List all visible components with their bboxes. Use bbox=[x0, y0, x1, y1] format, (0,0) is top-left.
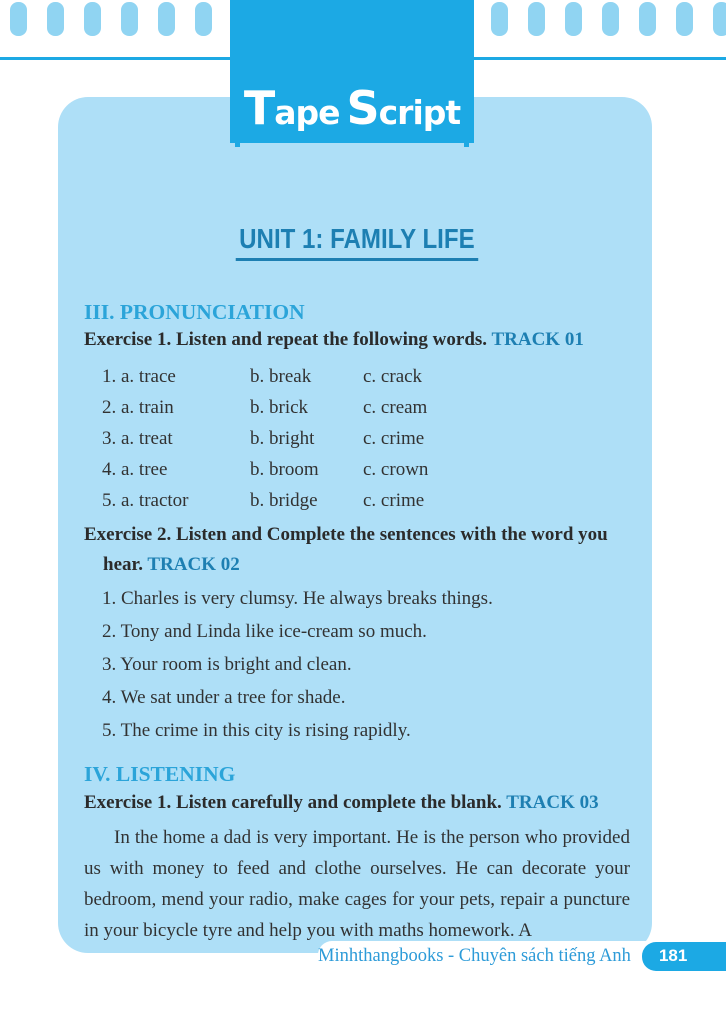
sprocket-hole bbox=[676, 2, 693, 36]
exercise2-sentence-list bbox=[102, 582, 630, 747]
sentence-item: 2. Tony and Linda like ice-cream so much. bbox=[102, 621, 427, 642]
word-cell: 2. a. train bbox=[102, 397, 174, 418]
sprocket-hole bbox=[47, 2, 64, 36]
section-heading-listening: IV. LISTENING bbox=[84, 762, 236, 786]
pronunciation-exercise2-label bbox=[84, 520, 630, 580]
word-cell: c. cream bbox=[363, 397, 428, 418]
sprocket-hole bbox=[639, 2, 656, 36]
word-cell: c. crack bbox=[363, 366, 423, 387]
sprocket-hole bbox=[565, 2, 582, 36]
track-02-label: TRACK 02 bbox=[147, 554, 240, 575]
sprocket-hole bbox=[84, 2, 101, 36]
track-03-label: TRACK 03 bbox=[506, 792, 599, 813]
sentence-item: 4. We sat under a tree for shade. bbox=[102, 687, 346, 708]
sentence-item: 5. The crime in this city is rising rapidly. bbox=[102, 720, 411, 741]
sprocket-hole bbox=[491, 2, 508, 36]
word-cell: c. crown bbox=[363, 459, 429, 480]
listening-exercise1-instruction: Exercise 1. Listen carefully and complete the blank. bbox=[84, 792, 502, 813]
pronunciation-exercise1-label bbox=[84, 327, 630, 353]
word-cell: b. broom bbox=[250, 459, 319, 480]
sprocket-hole bbox=[10, 2, 27, 36]
word-cell: c. crime bbox=[363, 428, 425, 449]
page-number: 181 bbox=[658, 946, 688, 965]
sprocket-hole bbox=[195, 2, 212, 36]
word-cell: b. brick bbox=[250, 397, 309, 418]
unit-title-text: UNIT 1: FAMILY LIFE bbox=[236, 223, 478, 261]
sprocket-hole bbox=[528, 2, 545, 36]
word-cell: 5. a. tractor bbox=[102, 490, 189, 511]
tape-script-badge bbox=[230, 0, 474, 143]
word-cell: c. crime bbox=[363, 490, 425, 511]
word-cell: b. bright bbox=[250, 428, 315, 449]
exercise2-instruction: Exercise 2. Listen and Complete the sentences with the word you hear. bbox=[84, 524, 608, 575]
page-number-badge bbox=[642, 942, 726, 971]
unit-title bbox=[84, 223, 630, 261]
track-01-label: TRACK 01 bbox=[491, 329, 584, 350]
listening-script-paragraph: In the home a dad is very important. He is the person who provided us with money to feed and clothe ourselves. He can decorate your bedroom, mend your radio, make cages for your pets, repair a puncture in your bicycle tyre and help you with maths homework. A bbox=[84, 827, 630, 941]
word-cell: 4. a. tree bbox=[102, 459, 168, 480]
word-cell: b. bridge bbox=[250, 490, 318, 511]
sentence-item: 1. Charles is very clumsy. He always breaks things. bbox=[102, 588, 493, 609]
word-cell: b. break bbox=[250, 366, 312, 387]
sprocket-hole bbox=[158, 2, 175, 36]
pronunciation-word-table bbox=[102, 361, 630, 516]
exercise1-instruction: Exercise 1. Listen and repeat the following words. bbox=[84, 329, 488, 350]
word-cell: 3. a. treat bbox=[102, 428, 173, 449]
content-card bbox=[58, 97, 652, 953]
sprocket-hole bbox=[121, 2, 138, 36]
word-cell: 1. a. trace bbox=[102, 366, 176, 387]
sprocket-hole bbox=[602, 2, 619, 36]
footer-bar bbox=[318, 941, 726, 971]
tape-script-word-2: Script bbox=[346, 81, 461, 135]
section-heading-pronunciation: III. PRONUNCIATION bbox=[84, 300, 305, 324]
sprocket-hole bbox=[713, 2, 726, 36]
tape-script-word-1: Tape bbox=[243, 81, 340, 135]
listening-exercise1-label bbox=[84, 790, 630, 816]
sentence-item: 3. Your room is bright and clean. bbox=[102, 654, 352, 675]
publisher-text: Minhthangbooks - Chuyên sách tiếng Anh bbox=[318, 945, 631, 966]
